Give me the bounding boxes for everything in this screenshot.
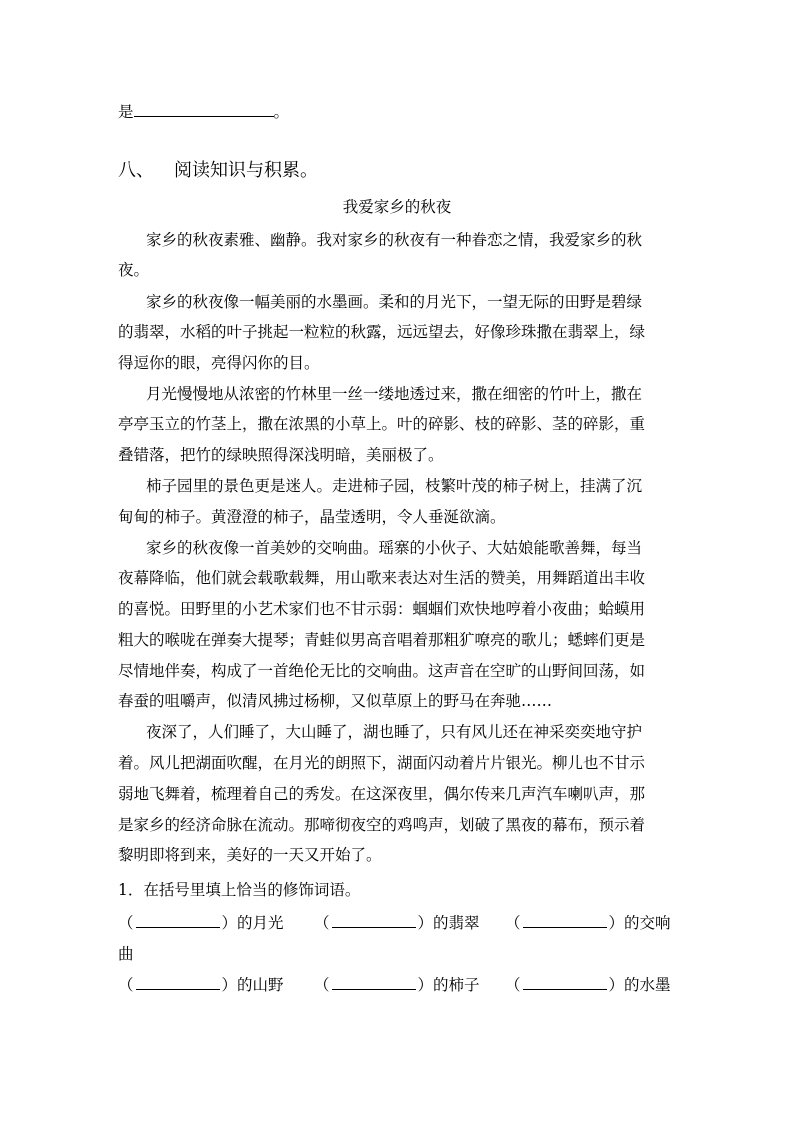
fill-item	[505, 913, 671, 933]
fill-item	[505, 975, 671, 995]
fill-word: 的山野	[237, 976, 284, 994]
article-line: 夜。	[118, 261, 150, 279]
fill-word: 的柿子	[433, 976, 480, 994]
open-paren: （	[118, 914, 134, 932]
article-title: 我爱家乡的秋夜	[342, 198, 452, 216]
article-line: 的翡翠，水稻的叶子挑起一粒粒的秋露，远远望去，好像珍珠撒在翡翠上，绿	[118, 323, 646, 341]
close-paren: ）	[221, 914, 238, 932]
close-paren: ）	[608, 914, 625, 932]
section-heading	[118, 160, 318, 182]
article-line: 黎明即将到来，美好的一天又开始了。	[118, 846, 382, 864]
article-line: 春蚕的咀嚼声，似清风拂过杨柳，又似草原上的野马在奔驰……	[118, 692, 553, 710]
fill-blank[interactable]	[332, 913, 416, 928]
article-line: 月光慢慢地从浓密的竹林里一丝一缕地透过来，撒在细密的竹叶上，撒在	[146, 385, 643, 403]
fill-word-overflow: 曲	[118, 945, 134, 963]
open-paren: （	[505, 914, 521, 932]
close-paren: ）	[417, 914, 434, 932]
open-paren: （	[314, 976, 330, 994]
open-paren: （	[314, 914, 330, 932]
close-paren: ）	[608, 976, 625, 994]
fill-item	[314, 913, 480, 933]
fill-blank[interactable]	[136, 975, 220, 990]
fill-item	[118, 975, 284, 995]
fill-word: 的翡翠	[433, 914, 480, 932]
fill-word: 的月光	[237, 914, 284, 932]
article-line: 甸甸的柿子。黄澄澄的柿子，晶莹透明，令人垂涎欲滴。	[118, 508, 506, 526]
section-title: 阅读知识与积累。	[174, 160, 318, 181]
fill-blank[interactable]	[136, 913, 220, 928]
article-line: 尽情地伴奏，构成了一首绝伦无比的交响曲。这声音在空旷的山野间回荡，如	[118, 662, 646, 680]
article-line: 亭亭玉立的竹茎上，撒在浓黑的小草上。叶的碎影、枝的碎影、茎的碎影，重	[118, 415, 646, 433]
answer-suffix: 。	[273, 103, 290, 121]
article-line: 家乡的秋夜素雅、幽静。我对家乡的秋夜有一种眷恋之情，我爱家乡的秋	[146, 231, 643, 249]
article-line: 夜深了，人们睡了，大山睡了，湖也睡了，只有风儿还在神采奕奕地守护	[146, 723, 643, 741]
question-1-prompt: 1．在括号里填上恰当的修饰词语。	[118, 881, 361, 899]
article-line: 柿子园里的景色更是迷人。走进柿子园，枝繁叶茂的柿子树上，挂满了沉	[146, 477, 643, 495]
answer-prefix: 是	[118, 103, 134, 121]
fill-item	[118, 913, 284, 933]
close-paren: ）	[417, 976, 434, 994]
fill-blank[interactable]	[332, 975, 416, 990]
article-line: 家乡的秋夜像一幅美丽的水墨画。柔和的月光下，一望无际的田野是碧绿	[146, 293, 643, 311]
fill-blank[interactable]	[523, 975, 607, 990]
article-line: 是家乡的经济命脉在流动。那啼彻夜空的鸡鸣声，划破了黑夜的幕布，预示着	[118, 816, 646, 834]
close-paren: ）	[221, 976, 238, 994]
article-line: 得逗你的眼，亮得闪你的目。	[118, 354, 320, 372]
fill-item	[314, 975, 480, 995]
fill-word: 的交响	[624, 914, 671, 932]
article-line: 的喜悦。田野里的小艺术家们也不甘示弱：蝈蝈们欢快地哼着小夜曲；蛤蟆用	[118, 600, 646, 618]
article-line: 弱地飞舞着，梳理着自己的秀发。在这深夜里，偶尔传来几声汽车喇叭声，那	[118, 785, 646, 803]
previous-answer-line	[118, 102, 289, 122]
open-paren: （	[118, 976, 134, 994]
section-number: 八、	[118, 160, 154, 181]
article-line: 叠错落，把竹的绿映照得深浅明暗，美丽极了。	[118, 446, 444, 464]
open-paren: （	[505, 976, 521, 994]
article-line: 着。风儿把湖面吹醒，在月光的朗照下，湖面闪动着片片银光。柳儿也不甘示	[118, 754, 646, 772]
article-line: 夜幕降临，他们就会载歌载舞，用山歌来表达对生活的赞美，用舞蹈道出丰收	[118, 569, 646, 587]
answer-blank[interactable]	[134, 102, 274, 117]
article-line: 粗大的喉咙在弹奏大提琴；青蛙似男高音唱着那粗犷嘹亮的歌儿；蟋蟀们更是	[118, 631, 646, 649]
fill-word: 的水墨	[624, 976, 671, 994]
fill-blank[interactable]	[523, 913, 607, 928]
article-line: 家乡的秋夜像一首美妙的交响曲。瑶寨的小伙子、大姑娘能歌善舞，每当	[146, 539, 643, 557]
